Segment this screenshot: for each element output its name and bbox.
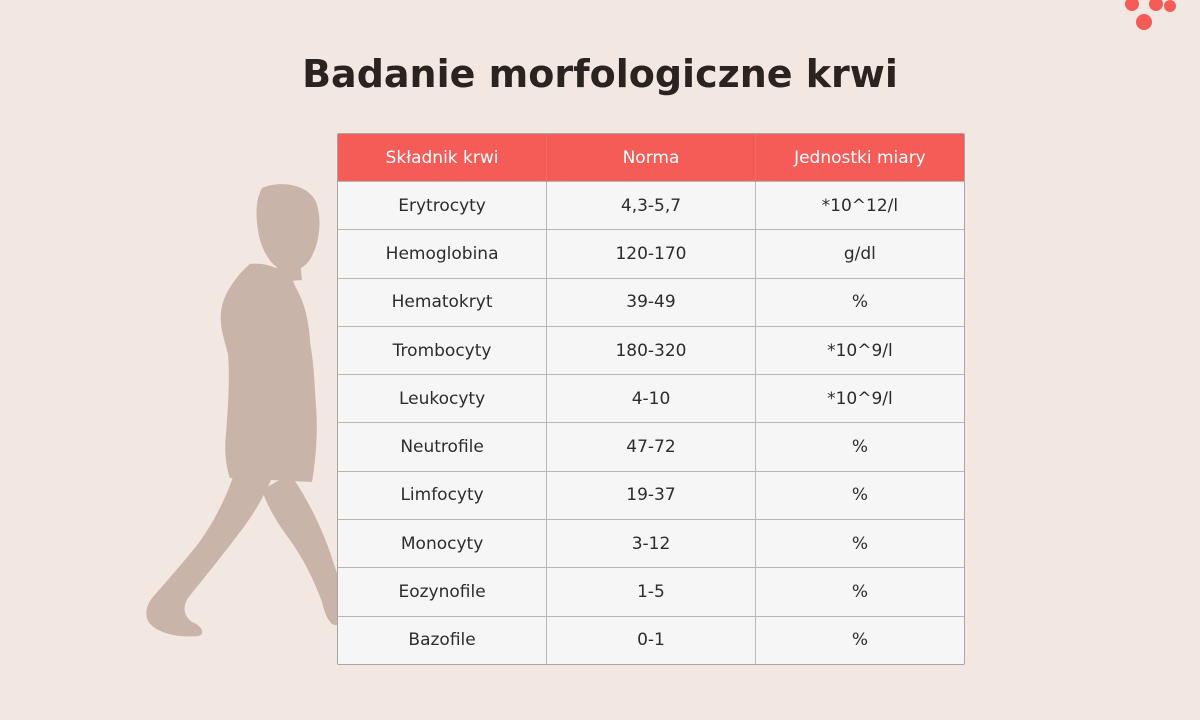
cell-component: Trombocyty: [338, 326, 547, 374]
table-row: [338, 375, 964, 423]
table-row: [338, 182, 964, 230]
column-header-component: Składnik krwi: [338, 134, 547, 182]
cell-unit: %: [755, 520, 964, 568]
table-row: [338, 568, 964, 616]
cell-unit: %: [755, 423, 964, 471]
cell-unit: %: [755, 616, 964, 664]
table-row: [338, 230, 964, 278]
column-header-norm: Norma: [547, 134, 756, 182]
brand-logo-icon: [1112, 0, 1182, 34]
table-row: [338, 520, 964, 568]
cell-norm: 0-1: [547, 616, 756, 664]
blood-test-table: [337, 133, 965, 665]
cell-norm: 3-12: [547, 520, 756, 568]
cell-norm: 180-320: [547, 326, 756, 374]
cell-norm: 120-170: [547, 230, 756, 278]
cell-component: Hematokryt: [338, 278, 547, 326]
cell-component: Eozynofile: [338, 568, 547, 616]
cell-norm: 39-49: [547, 278, 756, 326]
table-row: [338, 423, 964, 471]
table-row: [338, 471, 964, 519]
cell-norm: 4-10: [547, 375, 756, 423]
cell-unit: %: [755, 471, 964, 519]
page-title: Badanie morfologiczne krwi: [302, 52, 898, 96]
cell-norm: 4,3-5,7: [547, 182, 756, 230]
cell-norm: 19-37: [547, 471, 756, 519]
cell-unit: *10^9/l: [755, 326, 964, 374]
cell-component: Monocyty: [338, 520, 547, 568]
cell-component: Erytrocyty: [338, 182, 547, 230]
cell-unit: %: [755, 568, 964, 616]
cell-norm: 1-5: [547, 568, 756, 616]
table-header-row: [338, 134, 964, 182]
cell-component: Neutrofile: [338, 423, 547, 471]
table-row: [338, 278, 964, 326]
cell-component: Leukocyty: [338, 375, 547, 423]
cell-component: Limfocyty: [338, 471, 547, 519]
cell-unit: *10^12/l: [755, 182, 964, 230]
cell-unit: g/dl: [755, 230, 964, 278]
cell-unit: *10^9/l: [755, 375, 964, 423]
cell-norm: 47-72: [547, 423, 756, 471]
cell-component: Hemoglobina: [338, 230, 547, 278]
table-row: [338, 326, 964, 374]
column-header-unit: Jednostki miary: [755, 134, 964, 182]
table-row: [338, 616, 964, 664]
cell-component: Bazofile: [338, 616, 547, 664]
cell-unit: %: [755, 278, 964, 326]
